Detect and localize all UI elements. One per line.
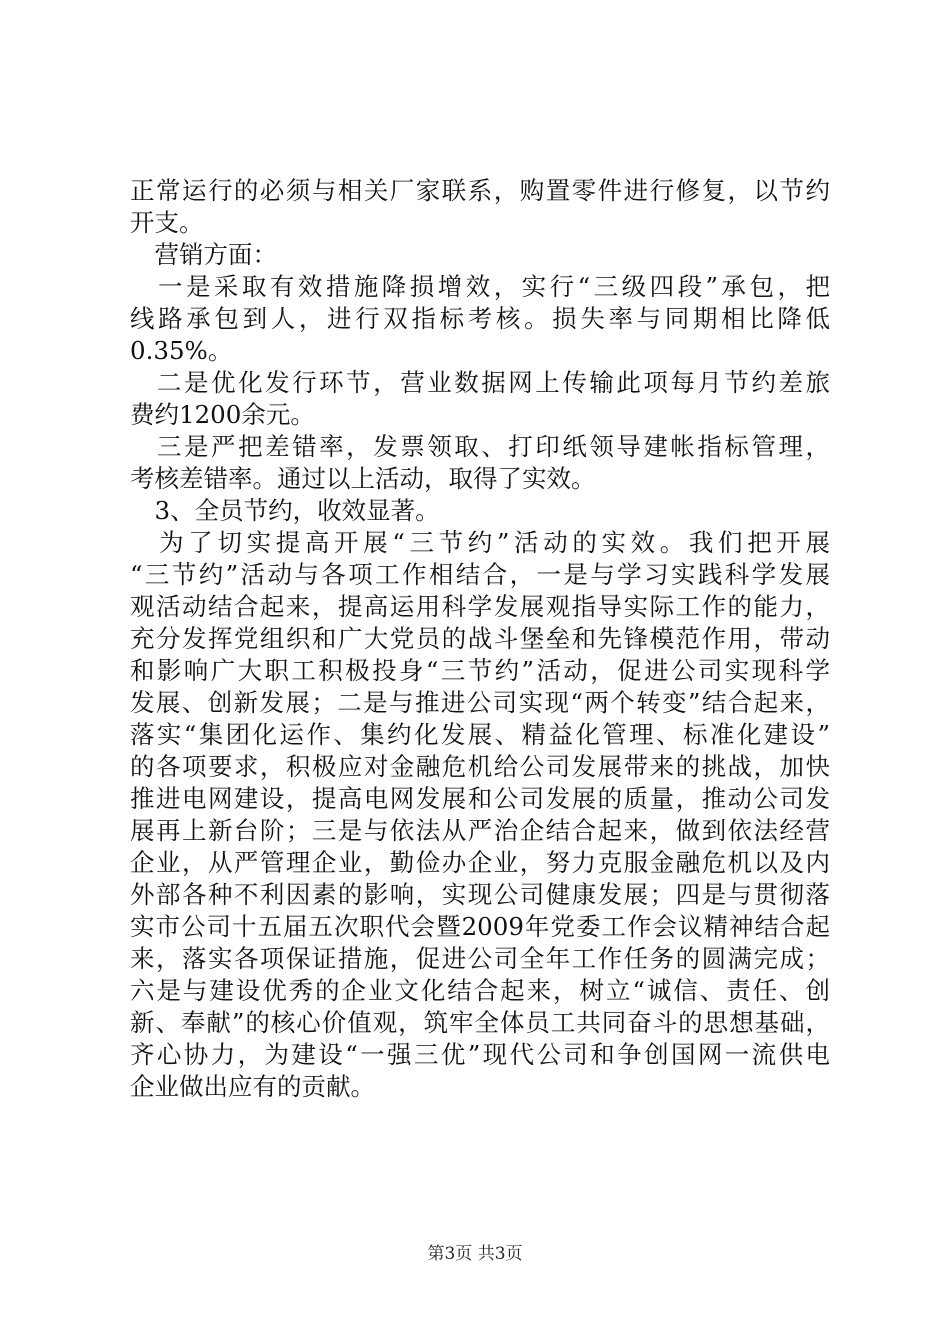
- body-line: 六是与建设优秀的企业文化结合起来，树立“诚信、责任、创: [130, 976, 830, 1005]
- body-line: 企业做出应有的贡献。: [130, 1072, 375, 1101]
- body-line: 外部各种不利因素的影响，实现公司健康发展；四是与贯彻落: [130, 880, 830, 909]
- body-line: 推进电网建设，提高电网发展和公司发展的质量，推动公司发: [130, 784, 830, 813]
- body-line: 的各项要求，积极应对金融危机给公司发展带来的挑战，加快: [130, 752, 830, 781]
- body-line: 二是优化发行环节，营业数据网上传输此项每月节约差旅: [130, 368, 830, 397]
- body-line: 落实“集团化运作、集约化发展、精益化管理、标准化建设”: [130, 720, 830, 749]
- body-line: 实市公司十五届五次职代会暨2009年党委工作会议精神结合起: [130, 912, 830, 941]
- body-line: 发展、创新发展；二是与推进公司实现“两个转变”结合起来，: [130, 688, 830, 717]
- body-line: 为了切实提高开展“三节约”活动的实效。我们把开展: [130, 528, 830, 557]
- body-line: 一是采取有效措施降损增效，实行“三级四段”承包，把: [130, 272, 830, 301]
- body-line: 企业，从严管理企业，勤俭办企业，努力克服金融危机以及内: [130, 848, 830, 877]
- body-line: 展再上新台阶；三是与依法从严治企结合起来，做到依法经营: [130, 816, 830, 845]
- section-heading: 3、全员节约，收效显著。: [130, 496, 440, 525]
- body-line: 来，落实各项保证措施，促进公司全年工作任务的圆满完成；: [130, 944, 830, 973]
- page-number-footer: 第3页 共3页: [427, 1244, 523, 1264]
- body-line: 充分发挥党组织和广大党员的战斗堡垒和先锋模范作用，带动: [130, 624, 830, 653]
- body-line: 线路承包到人，进行双指标考核。损失率与同期相比降低: [130, 304, 830, 333]
- body-line: 和影响广大职工积极投身“三节约”活动，促进公司实现科学: [130, 656, 830, 685]
- body-line: 费约1200余元。: [130, 400, 315, 429]
- body-line: 齐心协力，为建设“一强三优”现代公司和争创国网一流供电: [130, 1040, 830, 1069]
- section-heading: 营销方面：: [130, 240, 277, 269]
- body-line: “三节约”活动与各项工作相结合，一是与学习实践科学发展: [130, 560, 830, 589]
- body-line: 观活动结合起来，提高运用科学发展观指导实际工作的能力，: [130, 592, 830, 621]
- body-line: 正常运行的必须与相关厂家联系，购置零件进行修复，以节约: [130, 176, 830, 205]
- body-line: 考核差错率。通过以上活动，取得了实效。: [130, 464, 596, 493]
- body-line: 三是严把差错率，发票领取、打印纸领导建帐指标管理，: [130, 432, 830, 461]
- body-line: 开支。: [130, 208, 204, 237]
- body-line: 0.35%。: [130, 336, 233, 365]
- body-line: 新、奉献”的核心价值观，筑牢全体员工共同奋斗的思想基础，: [130, 1008, 830, 1037]
